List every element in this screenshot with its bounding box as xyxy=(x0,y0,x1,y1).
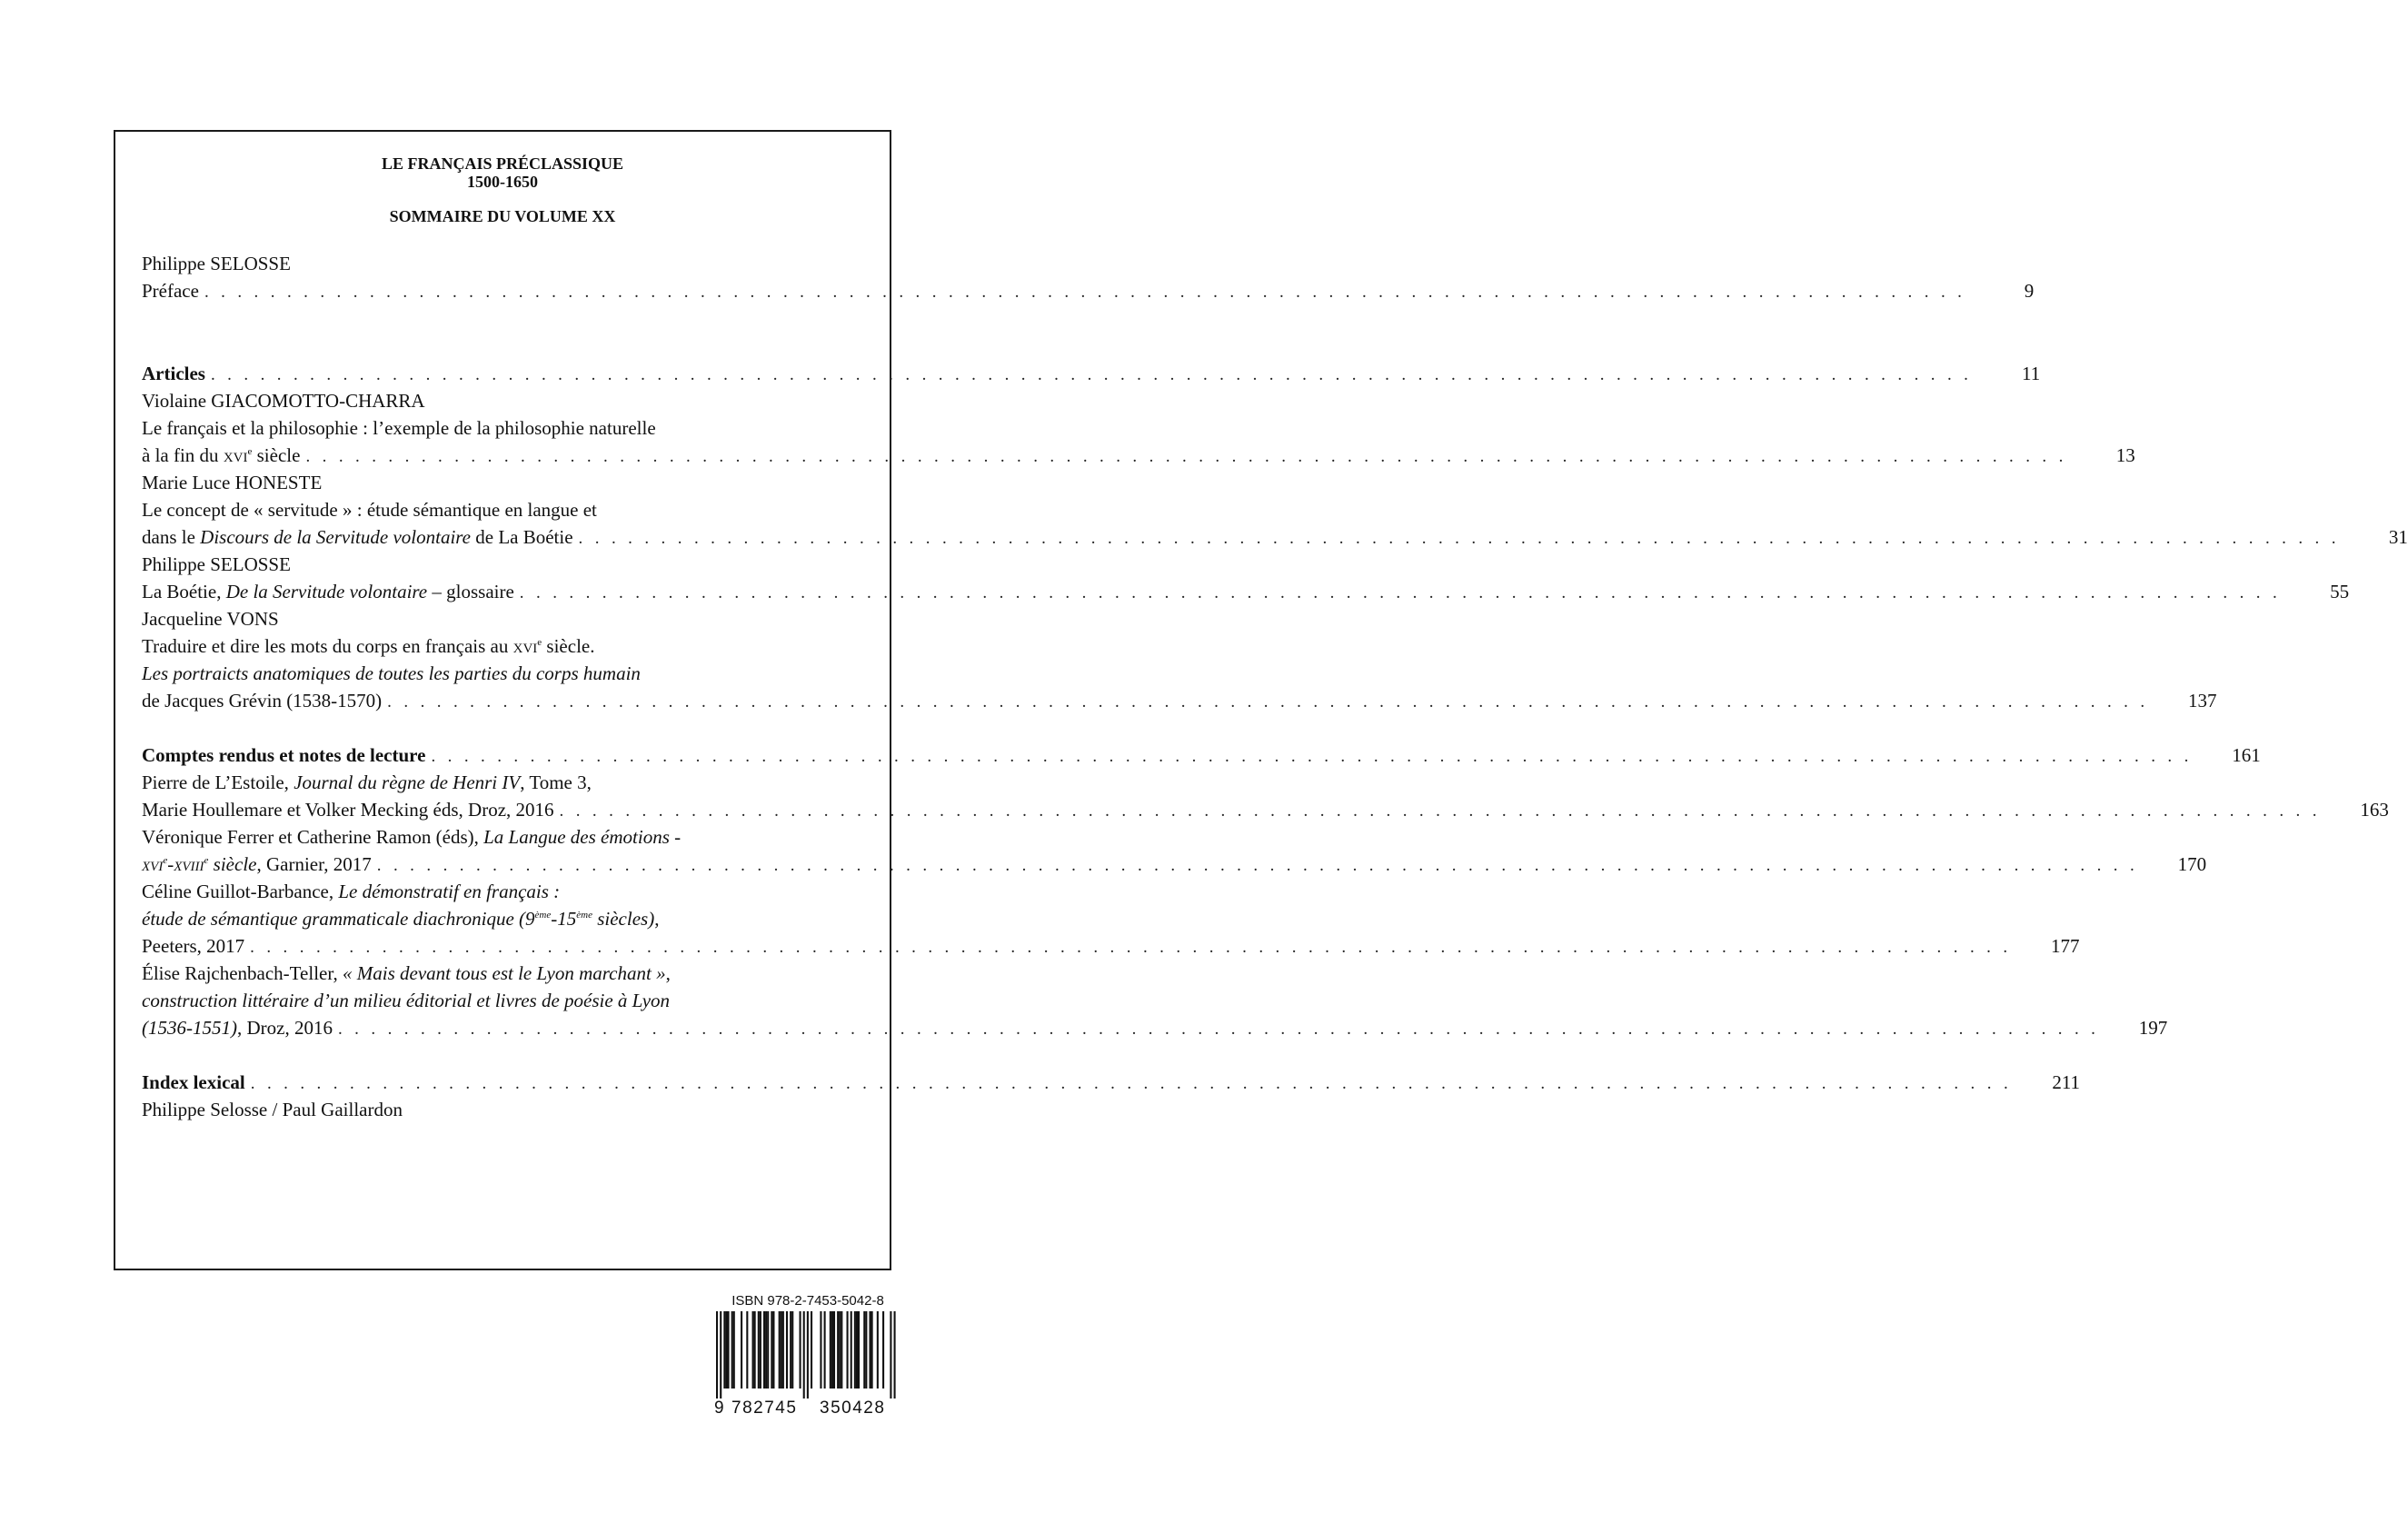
barcode-left-digits: 782745 xyxy=(731,1399,798,1418)
article-entry[interactable] xyxy=(142,687,2217,714)
review-line: Marie Houllemare et Volker Mecking éds, Droz, 2016 xyxy=(142,799,554,821)
page-number: 197 xyxy=(2138,1017,2168,1039)
article-entry[interactable] xyxy=(142,523,2408,551)
barcode-bar xyxy=(854,1311,856,1389)
barcode-bar xyxy=(837,1311,839,1389)
page-number: 170 xyxy=(2177,853,2207,875)
review-entry[interactable] xyxy=(142,851,2207,878)
article-author: Marie Luce HONESTE xyxy=(142,472,323,493)
reviews-heading: Comptes rendus et notes de lecture xyxy=(142,744,426,766)
barcode-bar xyxy=(820,1311,821,1389)
articles-heading: Articles xyxy=(142,363,205,384)
isbn-label: ISBN 978-2-7453-5042-8 xyxy=(731,1293,884,1309)
barcode-bar xyxy=(790,1311,791,1389)
review-line: Pierre de L’Estoile, Journal du règne de Henri IV, Tome 3, xyxy=(142,771,592,793)
dot-leader: . . . . . . . . . . . . . . . . . . . . . . . . . . . . . . . . . . . . . . . . . . . . . . . . . . . . . . . . . . . . . . . . . . . . . . . . . . . . . . . . . . . . . . . . . . . . . . . . . . . . . . . . . . . xyxy=(250,1074,2013,1093)
barcode-bar xyxy=(869,1311,871,1389)
page-number: 13 xyxy=(2115,444,2135,466)
journal-title: LE FRANÇAIS PRÉCLASSIQUE xyxy=(381,154,624,173)
dot-leader: . . . . . . . . . . . . . . . . . . . . . . . . . . . . . . . . . . . . . . . . . . . . . . . . . . . . . . . . . . . . . . . . . . . . . . . . . . . . . . . . . . . . . . . . . . . . . . . . . . . . . . . . . . . xyxy=(578,529,2340,548)
barcode-bar xyxy=(803,1311,805,1399)
barcode-bar xyxy=(720,1311,721,1399)
preface-author: Philippe SELOSSE xyxy=(142,253,291,274)
barcode-first-digit: 9 xyxy=(714,1399,726,1418)
review-entry[interactable] xyxy=(142,796,2389,823)
page-number: 137 xyxy=(2187,690,2217,712)
barcode-bar xyxy=(731,1311,733,1389)
barcode-bar xyxy=(863,1311,865,1389)
review-line: Peeters, 2017 xyxy=(142,935,245,957)
review-entry[interactable] xyxy=(142,1014,2168,1041)
dot-leader: . . . . . . . . . . . . . . . . . . . . . . . . . . . . . . . . . . . . . . . . . . . . . . . . . . . . . . . . . . . . . . . . . . . . . . . . . . . . . . . . . . . . . . . . . . . . . . . . . . . . . . . . . . . xyxy=(376,856,2139,875)
barcode-bar xyxy=(760,1311,761,1389)
barcode-bar xyxy=(779,1311,781,1389)
barcode-bar xyxy=(716,1311,718,1399)
page-number: 9 xyxy=(2024,280,2035,302)
page-number: 11 xyxy=(2022,363,2041,384)
review-line: Céline Guillot-Barbance, Le démonstratif en français : xyxy=(142,881,561,902)
barcode-bar xyxy=(841,1311,842,1389)
review-line: Élise Rajchenbach-Teller, « Mais devant tous est le Lyon marchant », xyxy=(142,962,671,984)
dot-leader: . . . . . . . . . . . . . . . . . . . . . . . . . . . . . . . . . . . . . . . . . . . . . . . . . . . . . . . . . . . . . . . . . . . . . . . . . . . . . . . . . . . . . . . . . . . . . . . . . . . . . . . . . . . xyxy=(431,747,2193,766)
dot-leader: . . . . . . . . . . . . . . . . . . . . . . . . . . . . . . . . . . . . . . . . . . . . . . . . . . . . . . . . . . . . . . . . . . . . . . . . . . . . . . . . . . . . . . . . . . . . . . . . . . . . . . . . . . . xyxy=(559,801,2321,821)
dot-leader: . . . . . . . . . . . . . . . . . . . . . . . . . . . . . . . . . . . . . . . . . . . . . . . . . . . . . . . . . . . . . . . . . . . . . . . . . . . . . . . . . . . . . . . . . . . . . . . . . . . . . . . . . . . xyxy=(387,692,2149,712)
preface-entry[interactable] xyxy=(142,277,2035,304)
page-number: 161 xyxy=(2232,744,2261,766)
index-section[interactable] xyxy=(142,1069,2081,1096)
review-line: Véronique Ferrer et Catherine Ramon (éds), La Langue des émotions - xyxy=(142,826,682,848)
barcode-bar xyxy=(871,1311,873,1389)
barcode-bar xyxy=(847,1311,849,1389)
barcode-bar xyxy=(890,1311,891,1399)
barcode-right-digits: 350428 xyxy=(820,1399,886,1418)
review-line: construction littéraire d’un milieu éditorial et livres de poésie à Lyon xyxy=(142,990,671,1011)
review-line: étude de sémantique grammaticale diachronique (9ème-15ème siècles), xyxy=(142,908,660,930)
barcode-bar xyxy=(741,1311,742,1389)
dot-leader: . . . . . . . . . . . . . . . . . . . . . . . . . . . . . . . . . . . . . . . . . . . . . . . . . . . . . . . . . . . . . . . . . . . . . . . . . . . . . . . . . . . . . . . . . . . . . . . . . . . . . . . . . . . xyxy=(250,938,2012,957)
barcode-bar xyxy=(865,1311,867,1389)
barcode-bar xyxy=(877,1311,879,1389)
barcode-bar xyxy=(767,1311,769,1389)
barcode-bar xyxy=(746,1311,748,1389)
index-authors: Philippe Selosse / Paul Gaillardon xyxy=(142,1099,403,1120)
barcode-bar xyxy=(754,1311,756,1389)
barcode-bar xyxy=(807,1311,809,1399)
dot-leader: . . . . . . . . . . . . . . . . . . . . . . . . . . . . . . . . . . . . . . . . . . . . . . . . . . . . . . . . . . . . . . . . . . . . . . . . . . . . . . . . . . . . . . . . . . . . . . . . . . . . . . . . . . . xyxy=(305,447,2067,466)
articles-section[interactable] xyxy=(142,360,2041,387)
page-number: 31 xyxy=(2388,526,2408,548)
barcode-bar xyxy=(733,1311,735,1389)
dot-leader: . . . . . . . . . . . . . . . . . . . . . . . . . . . . . . . . . . . . . . . . . . . . . . . . . . . . . . . . . . . . . . . . . . . . . . . . . . . . . . . . . . . . . . . . . . . . . . . . . . . . . . . . . . . xyxy=(210,365,1973,384)
barcode-bar xyxy=(833,1311,835,1389)
page-number: 163 xyxy=(2360,799,2389,821)
barcode-bar xyxy=(800,1311,801,1389)
article-author: Jacqueline VONS xyxy=(142,608,279,630)
article-title-line: de Jacques Grévin (1538-1570) xyxy=(142,690,383,712)
article-author: Violaine GIACOMOTTO-CHARRA xyxy=(142,390,425,412)
barcode-bar xyxy=(830,1311,831,1389)
review-line: (1536-1551), Droz, 2016 xyxy=(142,1017,333,1039)
index-heading: Index lexical xyxy=(142,1071,245,1093)
article-title-line: Traduire et dire les mots du corps en français au xvi$^e$ siècle. xyxy=(142,635,595,657)
article-entry[interactable] xyxy=(142,442,2135,469)
article-title-line: Le français et la philosophie : l’exemple de la philosophie naturelle xyxy=(142,417,656,439)
article-title-line: La Boétie, De la Servitude volontaire – glossaire xyxy=(142,581,514,602)
journal-period: 1500-1650 xyxy=(467,173,538,191)
preface-title: Préface xyxy=(142,280,199,302)
barcode xyxy=(709,1309,900,1404)
barcode-bar xyxy=(824,1311,826,1389)
barcode-bar xyxy=(765,1311,767,1389)
barcode-bar xyxy=(786,1311,788,1389)
dot-leader: . . . . . . . . . . . . . . . . . . . . . . . . . . . . . . . . . . . . . . . . . . . . . . . . . . . . . . . . . . . . . . . . . . . . . . . . . . . . . . . . . . . . . . . . . . . . . . . . . . . . . . . . . . . xyxy=(337,1020,2100,1039)
barcode-bar xyxy=(752,1311,754,1389)
barcode-bar xyxy=(758,1311,760,1389)
article-title-line: dans le Discours de la Servitude volontaire de La Boétie xyxy=(142,526,573,548)
barcode-bar xyxy=(771,1311,772,1389)
barcode-bar xyxy=(772,1311,774,1389)
page-number: 177 xyxy=(2050,935,2080,957)
article-author: Philippe SELOSSE xyxy=(142,553,291,575)
barcode-bar xyxy=(831,1311,833,1389)
barcode-bar xyxy=(856,1311,858,1389)
article-title-line: Le concept de « servitude » : étude sémantique en langue et xyxy=(142,499,597,521)
barcode-bar xyxy=(882,1311,884,1389)
review-entry[interactable] xyxy=(142,932,2080,960)
barcode-bar xyxy=(791,1311,793,1389)
barcode-bar xyxy=(894,1311,896,1399)
barcode-bar xyxy=(781,1311,782,1389)
barcode-bar xyxy=(763,1311,765,1389)
barcode-bar xyxy=(727,1311,729,1389)
page-number: 55 xyxy=(2330,581,2350,602)
review-line: xvi$^e$-xviii$^e$ siècle, Garnier, 2017 xyxy=(142,853,372,875)
barcode-bar xyxy=(723,1311,725,1389)
article-title-line: Les portraicts anatomiques de toutes les parties du corps humain xyxy=(142,662,641,684)
barcode-bar xyxy=(782,1311,784,1389)
article-title-line: à la fin du xvi$^e$ siècle xyxy=(142,444,301,466)
volume-subtitle: SOMMAIRE DU VOLUME XX xyxy=(389,207,616,225)
barcode-bar xyxy=(858,1311,860,1389)
barcode-bar xyxy=(839,1311,841,1389)
dot-leader: . . . . . . . . . . . . . . . . . . . . . . . . . . . . . . . . . . . . . . . . . . . . . . . . . . . . . . . . . . . . . . . . . . . . . . . . . . . . . . . . . . . . . . . . . . . . . . . . . . . . . . . . . . . xyxy=(519,583,2282,602)
reviews-section[interactable] xyxy=(142,742,2261,769)
page-number: 211 xyxy=(2052,1071,2081,1093)
barcode-bar xyxy=(851,1311,852,1389)
barcode-bar xyxy=(811,1311,812,1389)
article-entry[interactable] xyxy=(142,578,2350,605)
barcode-bar xyxy=(725,1311,727,1389)
dot-leader: . . . . . . . . . . . . . . . . . . . . . . . . . . . . . . . . . . . . . . . . . . . . . . . . . . . . . . . . . . . . . . . . . . . . . . . . . . . . . . . . . . . . . . . . . . . . . . . . . . . . . . . . . . . xyxy=(204,283,1966,302)
